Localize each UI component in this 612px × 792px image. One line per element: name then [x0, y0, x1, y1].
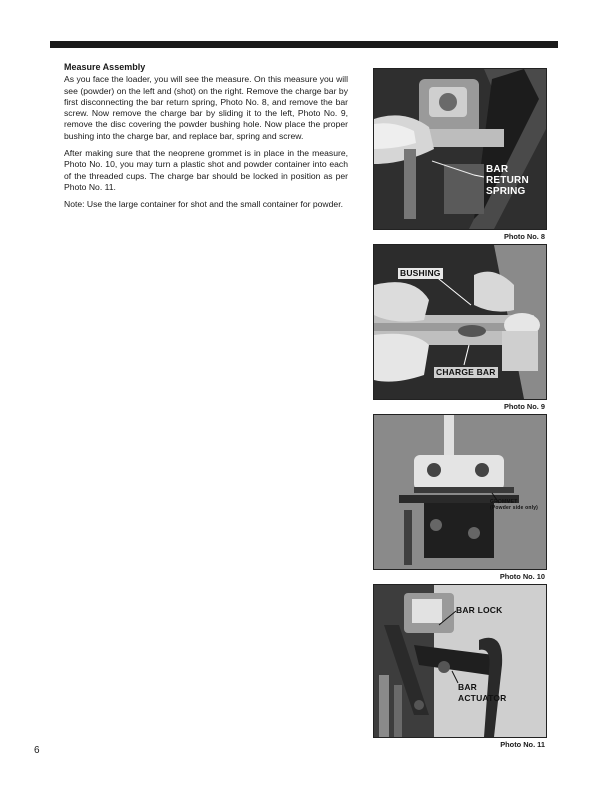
label-grommet: GROMMET	[490, 499, 518, 505]
label-bar-11: BAR	[458, 682, 478, 692]
paragraph-3: Note: Use the large container for shot and the small container for powder.	[64, 199, 343, 210]
label-bar-lock: BAR LOCK	[456, 605, 503, 615]
photo-10-image	[374, 415, 546, 569]
page-number: 6	[34, 745, 40, 756]
label-spring: SPRING	[486, 186, 526, 197]
caption-photo-10: Photo No. 10	[499, 572, 545, 581]
caption-photo-11: Photo No. 11	[500, 740, 545, 749]
label-bar: BAR	[486, 164, 509, 175]
caption-photo-8: Photo No. 8	[503, 232, 545, 241]
paragraph-2: After making sure that the neoprene grommet is in place in the measure, Photo No. 10, you may turn a plastic shot and powder container into each of the threaded cups. The charge bar should be locked in position as per Photo No. 11.	[64, 148, 348, 192]
photo-10	[373, 414, 547, 570]
paragraph-1: As you face the loader, you will see the measure. On this measure you will see (powder) on the left and (shot) on the right. Remove the charge bar by first disconnecting the bar return spring, Photo No. 8, and remove the bar screw. Now remove the charge bar by sliding it to the left, Photo No. 9, remove the disc covering the powder bushing hole. Now place the proper bushing into the charge bar, and replace bar, spring and screw.	[64, 74, 348, 141]
photo-8	[373, 68, 547, 230]
photo-9	[373, 244, 547, 400]
label-actuator: ACTUATOR	[458, 693, 507, 703]
section-title: Measure Assembly	[64, 62, 146, 72]
photo-11	[373, 584, 547, 738]
label-return: RETURN	[486, 175, 529, 186]
top-rule	[50, 41, 558, 48]
photo-8-image	[374, 69, 546, 229]
label-powder-side: (Powder side only)	[490, 505, 539, 511]
caption-photo-9: Photo No. 9	[503, 402, 545, 411]
label-charge-bar: CHARGE BAR	[436, 367, 496, 377]
text-column	[64, 62, 348, 217]
label-bushing: BUSHING	[400, 268, 441, 278]
